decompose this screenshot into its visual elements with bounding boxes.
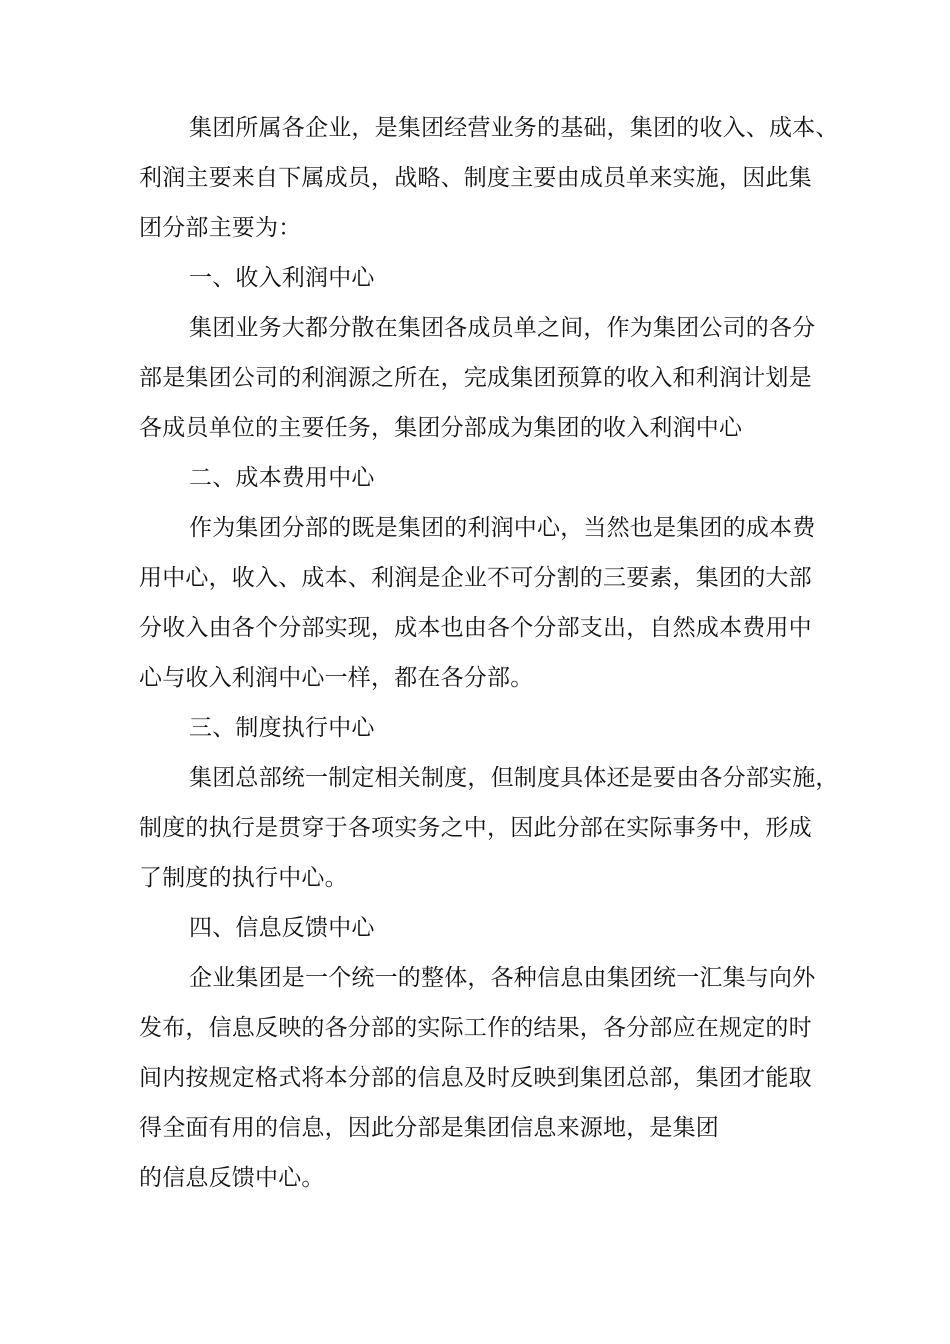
section-heading: 四、信息反馈中心 [189, 915, 375, 941]
paragraph-line: 作为集团分部的既是集团的利润中心，当然也是集团的成本费 [189, 515, 816, 541]
paragraph-line: 各成员单位的主要任务，集团分部成为集团的收入利润中心 [139, 415, 743, 441]
section-heading: 一、收入利润中心 [189, 265, 375, 291]
paragraph-line: 集团总部统一制定相关制度，但制度具体还是要由各分部实施， [189, 765, 839, 791]
section-heading: 二、成本费用中心 [189, 465, 375, 491]
paragraph-line: 发布，信息反映的各分部的实际工作的结果，各分部应在规定的时 [139, 1015, 812, 1041]
paragraph-line: 团分部主要为： [139, 215, 302, 241]
paragraph-line: 企业集团是一个统一的整体，各种信息由集团统一汇集与向外 [189, 965, 816, 991]
paragraph-line: 了制度的执行中心。 [139, 865, 348, 891]
paragraph-line: 分收入由各个分部实现，成本也由各个分部支出，自然成本费用中 [139, 615, 812, 641]
section-heading: 三、制度执行中心 [189, 715, 375, 741]
paragraph-line: 用中心，收入、成本、利润是企业不可分割的三要素，集团的大部 [139, 565, 812, 591]
paragraph-line: 制度的执行是贯穿于各项实务之中，因此分部在实际事务中，形成 [139, 815, 812, 841]
paragraph-line: 利润主要来自下属成员，战略、制度主要由成员单来实施，因此集 [139, 165, 812, 191]
paragraph-line: 集团所属各企业，是集团经营业务的基础，集团的收入、成本、 [189, 115, 839, 141]
paragraph-line: 的信息反馈中心。 [139, 1165, 325, 1191]
paragraph-line: 间内按规定格式将本分部的信息及时反映到集团总部，集团才能取 [139, 1065, 812, 1091]
paragraph-line: 心与收入利润中心一样，都在各分部。 [139, 665, 534, 691]
paragraph-line: 集团业务大都分散在集团各成员单之间，作为集团公司的各分 [189, 315, 816, 341]
paragraph-line: 得全面有用的信息，因此分部是集团信息来源地，是集团 [139, 1115, 719, 1141]
paragraph-line: 部是集团公司的利润源之所在，完成集团预算的收入和利润计划是 [139, 365, 812, 391]
